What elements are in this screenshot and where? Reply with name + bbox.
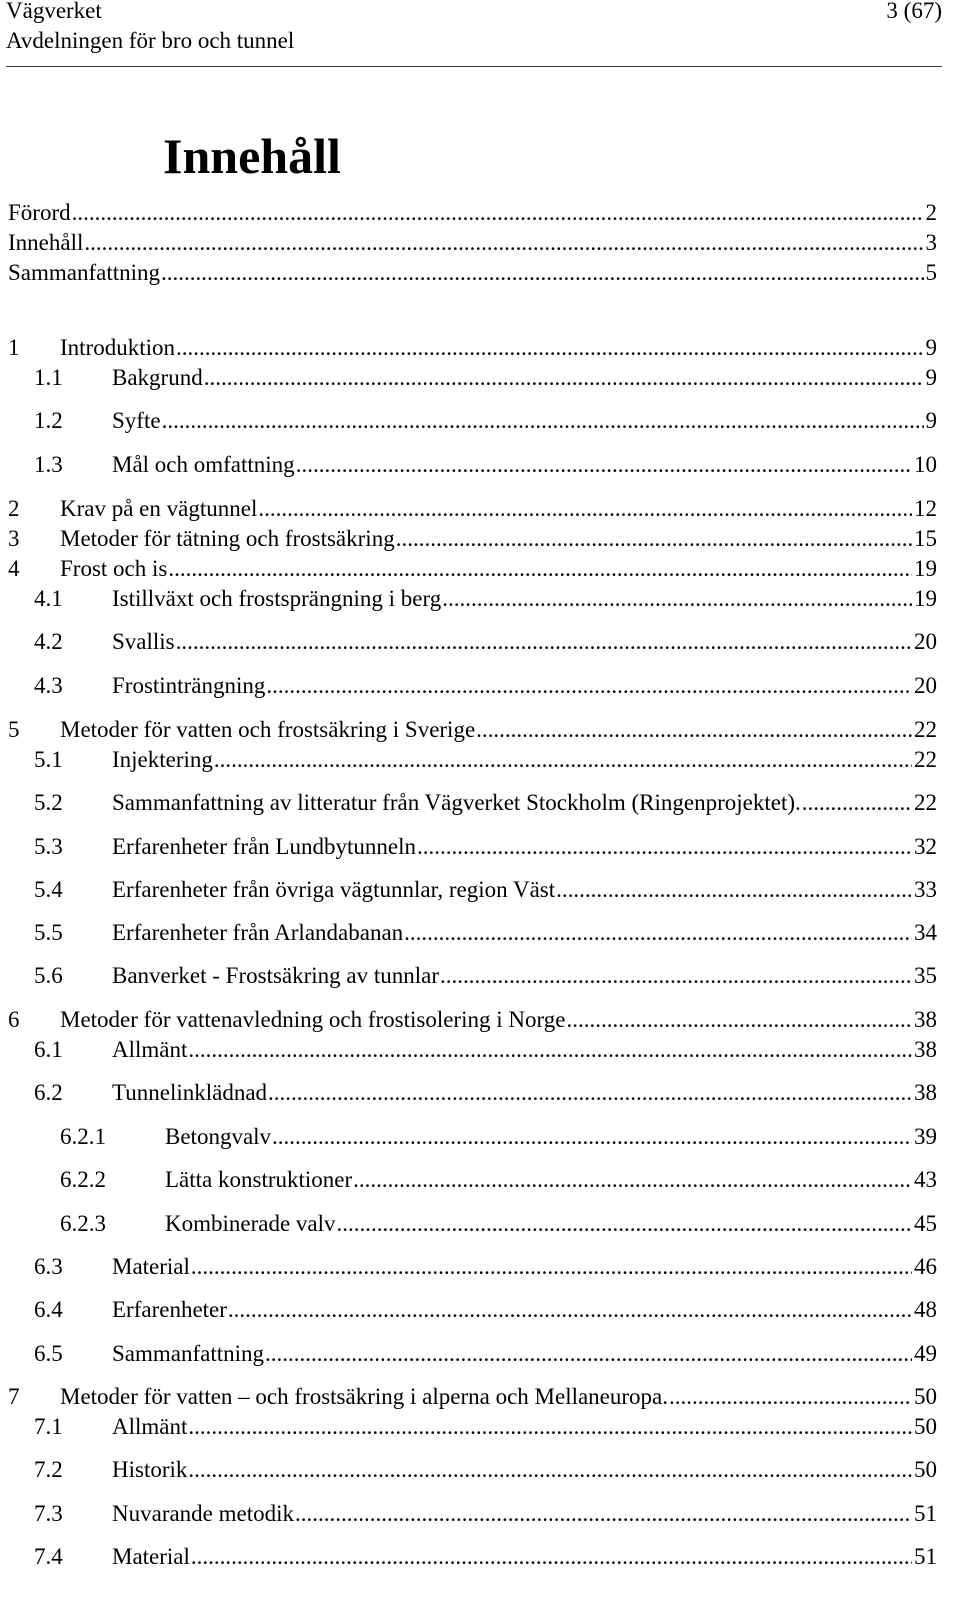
dot-leader — [266, 671, 912, 701]
dot-leader — [191, 1252, 912, 1282]
toc-entry-line — [60, 494, 937, 524]
toc-entry[interactable] — [0, 627, 960, 657]
toc-entry-line — [165, 1122, 937, 1152]
toc-entry-number: 1 — [8, 335, 20, 360]
toc-entry[interactable] — [0, 918, 960, 948]
toc-entry[interactable] — [0, 671, 960, 701]
toc-entry[interactable] — [0, 406, 960, 436]
toc-entry[interactable] — [0, 363, 960, 393]
toc-entry-line — [112, 1499, 937, 1529]
toc-entry-number: 6.2.2 — [60, 1167, 106, 1192]
toc-entry-number: 6.5 — [34, 1341, 63, 1366]
dot-leader — [440, 961, 912, 991]
toc-entry-title: Metoder för tätning och frostsäkring — [60, 526, 395, 551]
toc-entry-title: Syfte — [112, 408, 161, 433]
toc-entry-number: 6.3 — [34, 1254, 63, 1279]
toc-entry-number: 4 — [8, 556, 20, 581]
toc-entry-line — [112, 584, 937, 614]
dot-leader — [188, 1412, 912, 1442]
toc-entry-page: 20 — [914, 629, 937, 654]
toc-entry-title: Förord — [8, 200, 71, 225]
toc-entry-number: 2 — [8, 496, 20, 521]
dot-leader — [556, 875, 912, 905]
toc-entry-title: Metoder för vatten – och frostsäkring i alperna och Mellaneuropa. — [60, 1384, 669, 1409]
toc-entry-line — [112, 1412, 937, 1442]
toc-entry[interactable] — [0, 1078, 960, 1108]
toc-entry-line — [60, 333, 937, 363]
toc-entry-line — [8, 258, 937, 288]
toc-entry-line — [112, 363, 937, 393]
toc-entry-line — [112, 627, 937, 657]
toc-entry[interactable] — [0, 961, 960, 991]
toc-entry-title: Erfarenheter från övriga vägtunnlar, region Väst — [112, 877, 556, 902]
toc-entry[interactable] — [0, 1122, 960, 1152]
toc-entry-title: Erfarenheter från Arlandabanan — [112, 920, 404, 945]
toc-entry[interactable] — [0, 1455, 960, 1485]
dot-leader — [417, 832, 912, 862]
toc-entry-page: 15 — [914, 526, 937, 551]
toc-entry-page: 45 — [914, 1211, 937, 1236]
toc-entry-number: 4.2 — [34, 629, 63, 654]
toc-entry-title: Sammanfattning — [112, 1341, 265, 1366]
toc-entry-page: 38 — [914, 1037, 937, 1062]
dot-leader — [204, 363, 924, 393]
dot-leader — [268, 1078, 912, 1108]
toc-entry-line — [112, 788, 937, 818]
toc-entry-number: 6.4 — [34, 1297, 63, 1322]
toc-entry-page: 20 — [914, 673, 937, 698]
toc-entry-line — [112, 832, 937, 862]
toc-entry-title: Svallis — [112, 629, 175, 654]
dot-leader — [168, 554, 912, 584]
toc-entry-line — [112, 1339, 937, 1369]
dot-leader — [353, 1165, 912, 1195]
toc-entry-number: 5.5 — [34, 920, 63, 945]
dot-leader — [296, 450, 912, 480]
toc-entry-line — [112, 1078, 937, 1108]
toc-entry[interactable] — [0, 1382, 960, 1412]
toc-entry-title: Banverket - Frostsäkring av tunnlar — [112, 963, 440, 988]
toc-entry-number: 7.2 — [34, 1457, 63, 1482]
toc-entry-line — [60, 1005, 937, 1035]
toc-entry[interactable] — [0, 1295, 960, 1325]
toc-entry[interactable] — [0, 1165, 960, 1195]
toc-entry-page: 9 — [925, 335, 937, 360]
toc-entry-title: Kombinerade valv — [165, 1211, 336, 1236]
dot-leader — [404, 918, 912, 948]
toc-entry-page: 43 — [914, 1167, 937, 1192]
toc-entry-line — [8, 198, 937, 228]
toc-entry-page: 50 — [914, 1414, 937, 1439]
toc-entry-title: Material — [112, 1254, 190, 1279]
toc-entry-number: 5.2 — [34, 790, 63, 815]
toc-entry-page: 50 — [914, 1457, 937, 1482]
page-title: Innehåll — [163, 128, 341, 184]
toc-entry-line — [112, 671, 937, 701]
toc-entry-number: 5.1 — [34, 747, 63, 772]
toc-entry[interactable] — [0, 1339, 960, 1369]
dot-leader — [669, 1382, 912, 1412]
toc-entry-line — [112, 918, 937, 948]
toc-entry-number: 6.2 — [34, 1080, 63, 1105]
toc-entry-page: 46 — [914, 1254, 937, 1279]
toc-entry-page: 19 — [914, 586, 937, 611]
toc-entry-title: Nuvarande metodik — [112, 1501, 295, 1526]
toc-entry-number: 7.4 — [34, 1544, 63, 1569]
toc-entry-title: Bakgrund — [112, 365, 203, 390]
toc-entry-title: Innehåll — [8, 230, 84, 255]
toc-entry-page: 2 — [925, 200, 937, 225]
dot-leader — [72, 198, 924, 228]
dot-leader — [176, 333, 924, 363]
toc-entry-page: 39 — [914, 1124, 937, 1149]
toc-entry-title: Historik — [112, 1457, 188, 1482]
toc-entry-page: 12 — [914, 496, 937, 521]
toc-entry-page: 49 — [914, 1341, 937, 1366]
toc-entry-title: Material — [112, 1544, 190, 1569]
toc-entry-number: 5.4 — [34, 877, 63, 902]
toc-entry[interactable] — [0, 788, 960, 818]
toc-entry-number: 5 — [8, 717, 20, 742]
toc-entry-page: 38 — [914, 1007, 937, 1032]
toc-entry-page: 9 — [925, 408, 937, 433]
dot-leader — [161, 258, 923, 288]
toc-entry-page: 51 — [914, 1544, 937, 1569]
toc-entry[interactable] — [0, 832, 960, 862]
dot-leader — [442, 584, 912, 614]
toc-entry[interactable] — [0, 258, 960, 288]
toc-entry[interactable] — [0, 333, 960, 363]
dot-leader — [476, 715, 912, 745]
dot-leader — [188, 1455, 912, 1485]
toc-entry-line — [8, 228, 937, 258]
toc-entry-title: Tunnelinklädnad — [112, 1080, 268, 1105]
dot-leader — [228, 1295, 912, 1325]
toc-entry-line — [112, 1252, 937, 1282]
toc-entry-line — [112, 745, 937, 775]
dot-leader — [566, 1005, 912, 1035]
toc-entry-line — [112, 1295, 937, 1325]
toc-entry[interactable] — [0, 198, 960, 228]
dot-leader — [396, 524, 912, 554]
toc-entry-line — [60, 715, 937, 745]
toc-entry[interactable] — [0, 524, 960, 554]
toc-entry-title: Erfarenheter — [112, 1297, 227, 1322]
dot-leader — [214, 745, 912, 775]
toc-entry[interactable] — [0, 1005, 960, 1035]
toc-entry-line — [112, 1542, 937, 1572]
toc-entry-page: 50 — [914, 1384, 937, 1409]
toc-entry-line — [165, 1209, 937, 1239]
toc-entry-title: Allmänt — [112, 1037, 188, 1062]
toc-entry-number: 7.1 — [34, 1414, 63, 1439]
dot-leader — [265, 1339, 912, 1369]
toc-entry-page: 38 — [914, 1080, 937, 1105]
toc-entry[interactable] — [0, 1542, 960, 1572]
toc-entry-number: 5.6 — [34, 963, 63, 988]
toc-entry[interactable] — [0, 715, 960, 745]
toc-entry-title: Frostinträngning — [112, 673, 266, 698]
dot-leader — [272, 1122, 912, 1152]
toc-entry[interactable] — [0, 1252, 960, 1282]
department-name: Avdelningen för bro och tunnel — [6, 28, 295, 53]
toc-entry-title: Frost och is — [60, 556, 168, 581]
toc-entry[interactable] — [0, 228, 960, 258]
toc-entry-number: 1.2 — [34, 408, 63, 433]
toc-entry-line — [112, 450, 937, 480]
toc-entry[interactable] — [0, 450, 960, 480]
dot-leader — [84, 228, 923, 258]
toc-entry-number: 4.3 — [34, 673, 63, 698]
toc-entry-title: Introduktion — [60, 335, 175, 360]
toc-entry-number: 3 — [8, 526, 20, 551]
toc-entry-number: 7.3 — [34, 1501, 63, 1526]
toc-entry-title: Sammanfattning av litteratur från Vägverket Stockholm (Ringenprojektet). — [112, 790, 801, 815]
toc-entry-number: 6.2.1 — [60, 1124, 106, 1149]
toc-entry-title: Allmänt — [112, 1414, 188, 1439]
toc-entry-page: 32 — [914, 834, 937, 859]
toc-entry-page: 19 — [914, 556, 937, 581]
toc-entry[interactable] — [0, 494, 960, 524]
toc-entry-page: 5 — [925, 260, 937, 285]
toc-entry-number: 6.2.3 — [60, 1211, 106, 1236]
toc-entry[interactable] — [0, 1035, 960, 1065]
toc-entry-number: 6 — [8, 1007, 20, 1032]
dot-leader — [295, 1499, 912, 1529]
toc-entry[interactable] — [0, 554, 960, 584]
toc-entry-number: 1.3 — [34, 452, 63, 477]
toc-entry-line — [112, 875, 937, 905]
toc-entry-title: Mål och omfattning — [112, 452, 295, 477]
toc-entry[interactable] — [0, 1499, 960, 1529]
toc-entry-title: Istillväxt och frostsprängning i berg — [112, 586, 442, 611]
dot-leader — [162, 406, 924, 436]
toc-entry[interactable] — [0, 1412, 960, 1442]
toc-entry[interactable] — [0, 1209, 960, 1239]
dot-leader — [191, 1542, 912, 1572]
toc-entry-line — [60, 554, 937, 584]
toc-entry-line — [112, 1455, 937, 1485]
toc-entry-number: 1.1 — [34, 365, 63, 390]
toc-entry-title: Betongvalv — [165, 1124, 272, 1149]
toc-entry-line — [112, 406, 937, 436]
toc-entry-title: Erfarenheter från Lundbytunneln — [112, 834, 416, 859]
dot-leader — [802, 788, 912, 818]
toc-entry-page: 22 — [914, 747, 937, 772]
toc-entry-page: 3 — [925, 230, 937, 255]
toc-entry-page: 34 — [914, 920, 937, 945]
dot-leader — [176, 627, 912, 657]
toc-entry-title: Sammanfattning — [8, 260, 161, 285]
toc-entry[interactable] — [0, 875, 960, 905]
toc-entry-number: 7 — [8, 1384, 20, 1409]
page-number: 3 (67) — [886, 0, 942, 23]
toc-entry-line — [165, 1165, 937, 1195]
dot-leader — [188, 1035, 912, 1065]
toc-entry-title: Metoder för vatten och frostsäkring i Sverige — [60, 717, 476, 742]
toc-entry-page: 9 — [925, 365, 937, 390]
toc-entry-title: Metoder för vattenavledning och frostisolering i Norge — [60, 1007, 566, 1032]
toc-entry-page: 22 — [914, 717, 937, 742]
toc-entry-line — [112, 961, 937, 991]
toc-entry-page: 33 — [914, 877, 937, 902]
toc-entry-line — [60, 1382, 937, 1412]
toc-entry[interactable] — [0, 584, 960, 614]
dot-leader — [337, 1209, 912, 1239]
toc-entry-page: 51 — [914, 1501, 937, 1526]
dot-leader — [258, 494, 912, 524]
toc-entry-page: 10 — [914, 452, 937, 477]
toc-entry-title: Krav på en vägtunnel — [60, 496, 258, 521]
toc-entry-page: 35 — [914, 963, 937, 988]
toc-entry-number: 5.3 — [34, 834, 63, 859]
toc-entry-page: 22 — [914, 790, 937, 815]
toc-entry-title: Injektering — [112, 747, 213, 772]
toc-entry[interactable] — [0, 745, 960, 775]
toc-entry-line — [60, 524, 937, 554]
organization-name: Vägverket — [6, 0, 102, 23]
toc-entry-number: 4.1 — [34, 586, 63, 611]
toc-entry-title: Lätta konstruktioner — [165, 1167, 353, 1192]
toc-entry-page: 48 — [914, 1297, 937, 1322]
toc-entry-number: 6.1 — [34, 1037, 63, 1062]
toc-entry-line — [112, 1035, 937, 1065]
